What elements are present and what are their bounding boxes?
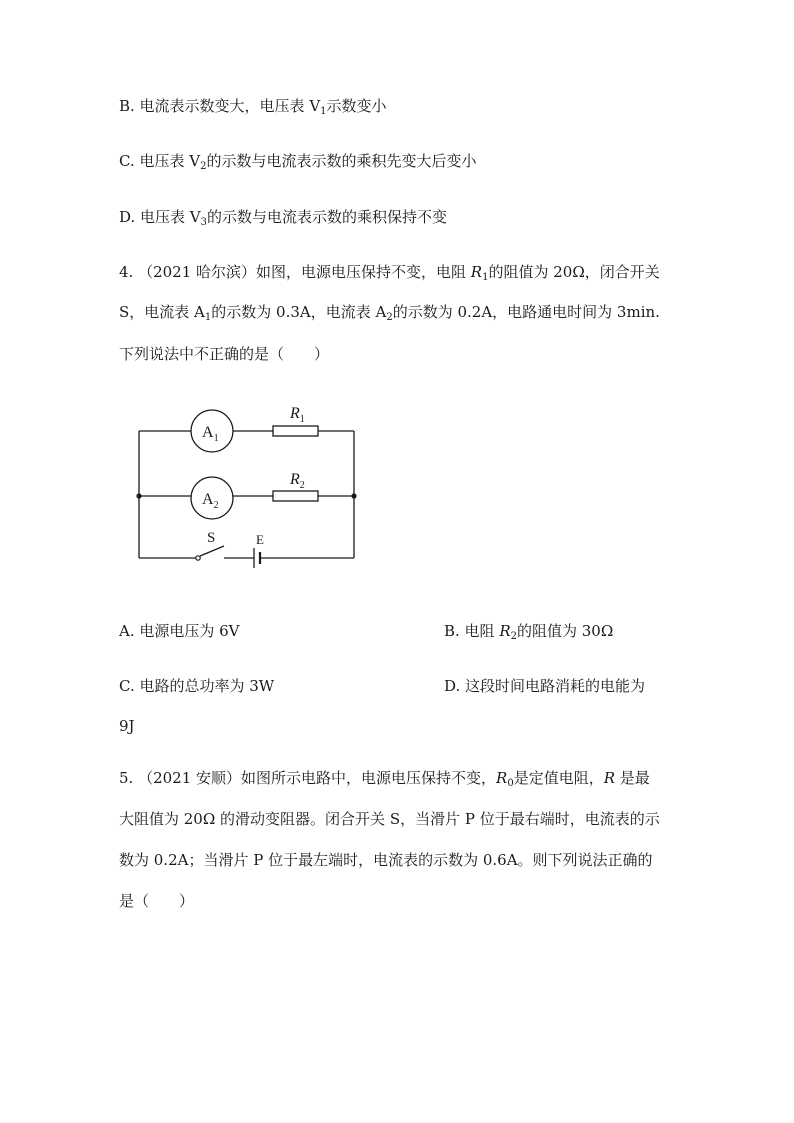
- q4-stem-line3: 下列说法中不正确的是（ ）: [119, 345, 330, 363]
- ammeter-a1-label: $A_1$: [202, 424, 219, 444]
- left-junction-dot: [136, 493, 141, 498]
- resistor-r2-label: $R_2$: [290, 471, 305, 491]
- resistor-r1-label: $R_1$: [290, 405, 305, 425]
- switch-s-icon: [200, 546, 224, 556]
- right-junction-dot: [351, 493, 356, 498]
- q4-option-d: D. 这段时间电路消耗的电能为: [444, 677, 646, 695]
- resistor-r2-icon: [273, 491, 318, 501]
- resistor-r1-icon: [273, 426, 318, 436]
- q5-stem-line1: 5. （2021 安顺）如图所示电路中，电源电压保持不变，$R_0$是定值电阻，R 是最: [119, 769, 650, 789]
- circuit-diagram: [128, 396, 368, 576]
- q4-option-a: A. 电源电压为 6V: [119, 622, 240, 640]
- battery-label: E: [256, 532, 264, 547]
- ammeter-a2-label: $A_2$: [202, 491, 219, 511]
- q4-stem-line1: 4. （2021 哈尔滨）如图，电源电压保持不变，电阻 $R_1$的阻值为 20Ω，闭合开关: [119, 263, 660, 283]
- prev-option-d: D. 电压表 $V_3$的示数与电流表示数的乘积保持不变: [119, 208, 448, 228]
- switch-label: S: [207, 530, 216, 546]
- q5-stem-line3: 数为 0.2A；当滑片 P 位于最左端时，电流表的示数为 0.6A。则下列说法正确的: [119, 851, 653, 869]
- prev-option-c: C. 电压表 $V_2$的示数与电流表示数的乘积先变大后变小: [119, 152, 477, 172]
- q5-stem-line4: 是（ ）: [119, 892, 195, 910]
- q4-option-d-continuation: 9J: [119, 717, 135, 735]
- prev-option-b: B. 电流表示数变大，电压表 $V_1$示数变小: [119, 97, 387, 117]
- q4-stem-line2: S，电流表 $A_1$的示数为 0.3A，电流表 $A_2$的示数为 0.2A，电路通电时间为 3min.: [119, 303, 660, 323]
- q5-stem-line2: 大阻值为 20Ω 的滑动变阻器。闭合开关 S，当滑片 P 位于最右端时，电流表的示: [119, 810, 660, 828]
- switch-contact-icon: [196, 556, 200, 560]
- q4-option-c: C. 电路的总功率为 3W: [119, 677, 275, 695]
- q4-option-b: B. 电阻 $R_2$的阻值为 30Ω: [444, 622, 614, 642]
